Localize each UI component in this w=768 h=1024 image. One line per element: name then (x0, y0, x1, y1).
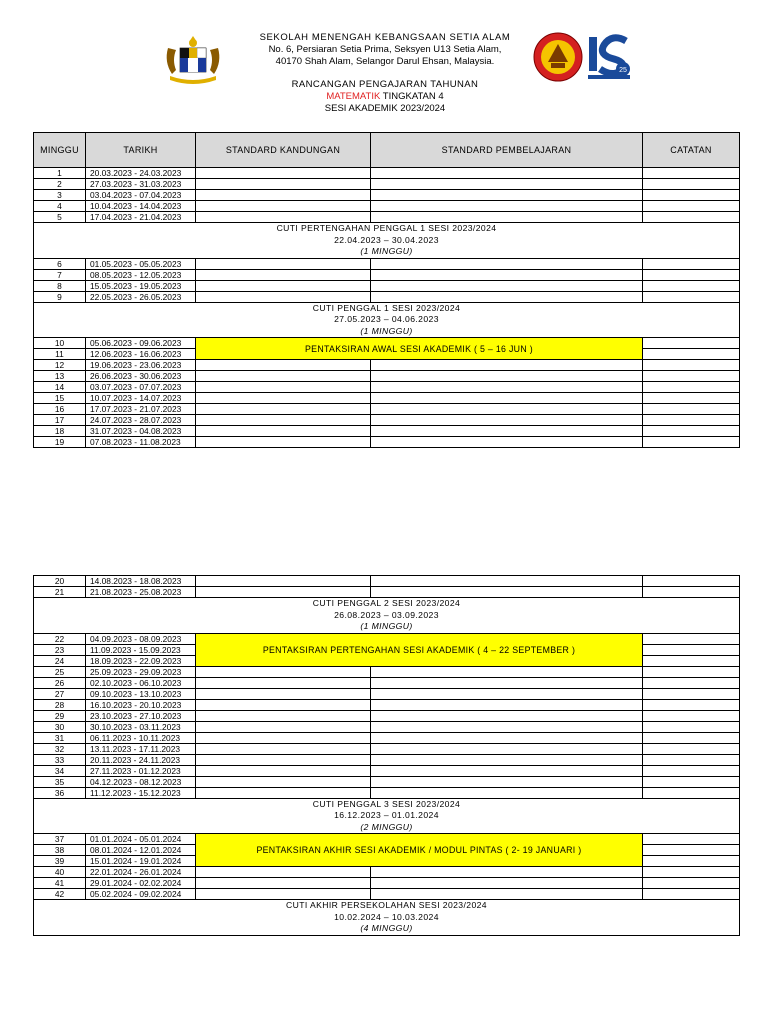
week-number: 11 (34, 349, 86, 360)
week-number: 1 (34, 168, 86, 179)
school-name: SEKOLAH MENENGAH KEBANGSAAN SETIA ALAM (259, 32, 511, 43)
week-date: 09.10.2023 - 13.10.2023 (86, 688, 196, 699)
week-date: 15.01.2024 - 19.01.2024 (86, 856, 196, 867)
notes-cell[interactable] (643, 168, 740, 179)
week-row (34, 190, 740, 201)
break-row (34, 223, 740, 259)
week-row (34, 382, 740, 393)
week-date: 18.09.2023 - 22.09.2023 (86, 655, 196, 666)
week-date: 30.10.2023 - 03.11.2023 (86, 721, 196, 732)
week-number: 39 (34, 856, 86, 867)
learning-standard-cell[interactable] (371, 732, 643, 743)
week-row (34, 889, 740, 900)
notes-cell[interactable] (643, 743, 740, 754)
week-date: 08.01.2024 - 12.01.2024 (86, 845, 196, 856)
learning-standard-cell[interactable] (371, 437, 643, 448)
week-number: 34 (34, 765, 86, 776)
break-duration: (1 MINGGU) (360, 246, 413, 256)
week-row (34, 168, 740, 179)
learning-standard-cell[interactable] (371, 787, 643, 798)
week-number: 40 (34, 867, 86, 878)
notes-cell[interactable] (643, 867, 740, 878)
subject-line (230, 91, 540, 103)
week-date: 04.12.2023 - 08.12.2023 (86, 776, 196, 787)
learning-standard-cell[interactable] (371, 587, 643, 598)
week-row (34, 212, 740, 223)
notes-cell[interactable] (643, 404, 740, 415)
week-date: 15.05.2023 - 19.05.2023 (86, 280, 196, 291)
session-title: SESI AKADEMIK 2023/2024 (324, 103, 446, 114)
content-standard-cell[interactable] (196, 699, 371, 710)
content-standard-cell[interactable] (196, 426, 371, 437)
content-standard-cell[interactable] (196, 721, 371, 732)
break-dates: 22.04.2023 – 30.04.2023 (334, 234, 439, 245)
notes-cell[interactable] (643, 587, 740, 598)
learning-standard-cell[interactable] (371, 280, 643, 291)
break-cell (34, 900, 740, 936)
notes-cell[interactable] (643, 834, 740, 845)
week-number: 20 (34, 576, 86, 587)
week-date: 20.03.2023 - 24.03.2023 (86, 168, 196, 179)
week-date: 14.08.2023 - 18.08.2023 (86, 576, 196, 587)
learning-standard-cell[interactable] (371, 576, 643, 587)
content-standard-cell[interactable] (196, 280, 371, 291)
break-dates: 10.02.2024 – 10.03.2024 (334, 911, 439, 922)
notes-cell[interactable] (643, 655, 740, 666)
notes-cell[interactable] (643, 338, 740, 349)
week-row (34, 721, 740, 732)
learning-standard-cell[interactable] (371, 666, 643, 677)
address-line-2: 40170 Shah Alam, Selangor Darul Ehsan, Malaysia. (275, 56, 495, 67)
week-row (34, 732, 740, 743)
week-row (34, 258, 740, 269)
week-row (34, 688, 740, 699)
week-number: 18 (34, 426, 86, 437)
week-number: 5 (34, 212, 86, 223)
week-number: 21 (34, 587, 86, 598)
week-row (34, 754, 740, 765)
break-row (34, 598, 740, 634)
week-date: 29.01.2024 - 02.02.2024 (86, 878, 196, 889)
notes-cell[interactable] (643, 732, 740, 743)
learning-standard-cell[interactable] (371, 765, 643, 776)
learning-standard-cell[interactable] (371, 371, 643, 382)
learning-standard-cell[interactable] (371, 867, 643, 878)
week-row (34, 677, 740, 688)
content-standard-cell[interactable] (196, 732, 371, 743)
break-row (34, 302, 740, 338)
week-row (34, 179, 740, 190)
notes-cell[interactable] (643, 677, 740, 688)
content-standard-cell[interactable] (196, 291, 371, 302)
content-standard-cell[interactable] (196, 258, 371, 269)
week-date: 16.10.2023 - 20.10.2023 (86, 699, 196, 710)
break-duration: (1 MINGGU) (360, 621, 413, 631)
content-standard-cell[interactable] (196, 710, 371, 721)
notes-cell[interactable] (643, 889, 740, 900)
learning-standard-cell[interactable] (371, 382, 643, 393)
learning-standard-cell[interactable] (371, 190, 643, 201)
week-date: 17.04.2023 - 21.04.2023 (86, 212, 196, 223)
week-date: 03.07.2023 - 07.07.2023 (86, 382, 196, 393)
svg-text:25: 25 (619, 67, 627, 74)
week-date: 17.07.2023 - 21.07.2023 (86, 404, 196, 415)
learning-standard-cell[interactable] (371, 677, 643, 688)
learning-standard-cell[interactable] (371, 212, 643, 223)
content-standard-cell[interactable] (196, 867, 371, 878)
week-number: 17 (34, 415, 86, 426)
break-title: CUTI PENGGAL 1 SESI 2023/2024 (312, 302, 461, 313)
week-row (34, 834, 740, 845)
notes-cell[interactable] (643, 280, 740, 291)
learning-standard-cell[interactable] (371, 889, 643, 900)
column-header-minggu: MINGGU (34, 133, 86, 168)
week-row (34, 587, 740, 598)
learning-standard-cell[interactable] (371, 415, 643, 426)
content-standard-cell[interactable] (196, 371, 371, 382)
week-row (34, 878, 740, 889)
week-row (34, 576, 740, 587)
week-date: 19.06.2023 - 23.06.2023 (86, 360, 196, 371)
notes-cell[interactable] (643, 878, 740, 889)
content-standard-cell[interactable] (196, 382, 371, 393)
week-date: 02.10.2023 - 06.10.2023 (86, 677, 196, 688)
week-number: 7 (34, 269, 86, 280)
week-number: 16 (34, 404, 86, 415)
learning-standard-cell[interactable] (371, 404, 643, 415)
column-header-catatan: CATATAN (643, 133, 740, 168)
notes-cell[interactable] (643, 201, 740, 212)
week-date: 27.11.2023 - 01.12.2023 (86, 765, 196, 776)
week-number: 4 (34, 201, 86, 212)
learning-standard-cell[interactable] (371, 291, 643, 302)
learning-standard-cell[interactable] (371, 269, 643, 280)
break-title: CUTI PENGGAL 2 SESI 2023/2024 (312, 598, 461, 608)
week-number: 28 (34, 699, 86, 710)
notes-cell[interactable] (643, 291, 740, 302)
content-standard-cell[interactable] (196, 212, 371, 223)
week-row (34, 338, 740, 349)
learning-standard-cell[interactable] (371, 179, 643, 190)
content-standard-cell[interactable] (196, 190, 371, 201)
week-date: 24.07.2023 - 28.07.2023 (86, 415, 196, 426)
week-number: 8 (34, 280, 86, 291)
week-row (34, 743, 740, 754)
break-cell (34, 798, 740, 834)
notes-cell[interactable] (643, 666, 740, 677)
content-standard-cell[interactable] (196, 168, 371, 179)
week-number: 27 (34, 688, 86, 699)
notes-cell[interactable] (643, 710, 740, 721)
week-row (34, 710, 740, 721)
week-row (34, 426, 740, 437)
week-date: 12.06.2023 - 16.06.2023 (86, 349, 196, 360)
week-number: 22 (34, 633, 86, 644)
column-header-standard-kandungan: STANDARD KANDUNGAN (196, 133, 371, 168)
assessment-cell: PENTAKSIRAN AKHIR SESI AKADEMIK / MODUL PINTAS ( 2- 19 JANUARI ) (196, 834, 643, 867)
address-line-1: No. 6, Persiaran Setia Prima, Seksyen U13 Setia Alam, (268, 44, 502, 55)
notes-cell[interactable] (643, 576, 740, 587)
content-standard-cell[interactable] (196, 754, 371, 765)
learning-standard-cell[interactable] (371, 878, 643, 889)
content-standard-cell[interactable] (196, 889, 371, 900)
week-date: 20.11.2023 - 24.11.2023 (86, 754, 196, 765)
learning-standard-cell[interactable] (371, 168, 643, 179)
week-date: 11.12.2023 - 15.12.2023 (86, 787, 196, 798)
notes-cell[interactable] (643, 688, 740, 699)
notes-cell[interactable] (643, 787, 740, 798)
content-standard-cell[interactable] (196, 576, 371, 587)
notes-cell[interactable] (643, 633, 740, 644)
week-number: 10 (34, 338, 86, 349)
lesson-plan-table-part-2 (33, 575, 740, 936)
learning-standard-cell[interactable] (371, 776, 643, 787)
week-date: 10.07.2023 - 14.07.2023 (86, 393, 196, 404)
week-number: 19 (34, 437, 86, 448)
learning-standard-cell[interactable] (371, 699, 643, 710)
week-row (34, 633, 740, 644)
content-standard-cell[interactable] (196, 404, 371, 415)
learning-standard-cell[interactable] (371, 258, 643, 269)
notes-cell[interactable] (643, 258, 740, 269)
content-standard-cell[interactable] (196, 201, 371, 212)
table-header-row (34, 133, 740, 168)
content-standard-cell[interactable] (196, 179, 371, 190)
week-number: 23 (34, 644, 86, 655)
break-title: CUTI PENGGAL 3 SESI 2023/2024 (312, 798, 461, 809)
content-standard-cell[interactable] (196, 360, 371, 371)
form-level: TINGKATAN 4 (382, 91, 444, 102)
week-row (34, 776, 740, 787)
week-row (34, 393, 740, 404)
week-date: 08.05.2023 - 12.05.2023 (86, 269, 196, 280)
week-row (34, 787, 740, 798)
week-date: 07.08.2023 - 11.08.2023 (86, 437, 196, 448)
break-title: CUTI PERTENGAHAN PENGGAL 1 SESI 2023/2024 (276, 223, 497, 233)
week-row (34, 360, 740, 371)
week-date: 01.01.2024 - 05.01.2024 (86, 834, 196, 845)
plan-title: RANCANGAN PENGAJARAN TAHUNAN (291, 79, 479, 90)
week-date: 26.06.2023 - 30.06.2023 (86, 371, 196, 382)
notes-cell[interactable] (643, 179, 740, 190)
break-title: CUTI AKHIR PERSEKOLAHAN SESI 2023/2024 (285, 900, 487, 910)
week-number: 24 (34, 655, 86, 666)
week-date: 27.03.2023 - 31.03.2023 (86, 179, 196, 190)
content-standard-cell[interactable] (196, 269, 371, 280)
notes-cell[interactable] (643, 765, 740, 776)
notes-cell[interactable] (643, 415, 740, 426)
notes-cell[interactable] (643, 349, 740, 360)
week-row (34, 666, 740, 677)
week-row (34, 867, 740, 878)
week-row (34, 404, 740, 415)
notes-cell[interactable] (643, 393, 740, 404)
learning-standard-cell[interactable] (371, 360, 643, 371)
week-date: 06.11.2023 - 10.11.2023 (86, 732, 196, 743)
week-row (34, 437, 740, 448)
week-date: 03.04.2023 - 07.04.2023 (86, 190, 196, 201)
week-number: 25 (34, 666, 86, 677)
lesson-plan-table-part-1 (33, 132, 740, 448)
learning-standard-cell[interactable] (371, 710, 643, 721)
learning-standard-cell[interactable] (371, 743, 643, 754)
notes-cell[interactable] (643, 856, 740, 867)
week-date: 25.09.2023 - 29.09.2023 (86, 666, 196, 677)
assessment-cell: PENTAKSIRAN PERTENGAHAN SESI AKADEMIK ( 4 – 22 SEPTEMBER ) (196, 633, 643, 666)
break-cell (34, 223, 740, 259)
content-standard-cell[interactable] (196, 393, 371, 404)
week-date: 05.02.2024 - 09.02.2024 (86, 889, 196, 900)
break-dates: 26.08.2023 – 03.09.2023 (334, 609, 439, 620)
content-standard-cell[interactable] (196, 765, 371, 776)
week-date: 22.01.2024 - 26.01.2024 (86, 867, 196, 878)
week-number: 36 (34, 787, 86, 798)
week-number: 15 (34, 393, 86, 404)
content-standard-cell[interactable] (196, 587, 371, 598)
content-standard-cell[interactable] (196, 743, 371, 754)
content-standard-cell[interactable] (196, 688, 371, 699)
school-crest-logo (533, 30, 583, 84)
notes-cell[interactable] (643, 269, 740, 280)
break-duration: (2 MINGGU) (360, 821, 413, 832)
break-duration: (4 MINGGU) (360, 923, 413, 933)
notes-cell[interactable] (643, 776, 740, 787)
week-date: 21.08.2023 - 25.08.2023 (86, 587, 196, 598)
week-number: 37 (34, 834, 86, 845)
subject-name: MATEMATIK (326, 91, 381, 102)
week-number: 2 (34, 179, 86, 190)
week-row (34, 201, 740, 212)
week-number: 29 (34, 710, 86, 721)
content-standard-cell[interactable] (196, 437, 371, 448)
week-row (34, 269, 740, 280)
break-row (34, 798, 740, 834)
document-header (230, 32, 540, 115)
week-row (34, 415, 740, 426)
content-standard-cell[interactable] (196, 878, 371, 889)
coat-of-arms-logo (162, 34, 224, 86)
week-number: 33 (34, 754, 86, 765)
week-number: 38 (34, 845, 86, 856)
notes-cell[interactable] (643, 212, 740, 223)
week-row (34, 280, 740, 291)
learning-standard-cell[interactable] (371, 201, 643, 212)
notes-cell[interactable] (643, 721, 740, 732)
notes-cell[interactable] (643, 382, 740, 393)
assessment-cell: PENTAKSIRAN AWAL SESI AKADEMIK ( 5 – 16 JUN ) (196, 338, 643, 360)
week-date: 05.06.2023 - 09.06.2023 (86, 338, 196, 349)
column-header-standard-pembelajaran: STANDARD PEMBELAJARAN (371, 133, 643, 168)
week-number: 14 (34, 382, 86, 393)
notes-cell[interactable] (643, 437, 740, 448)
column-header-tarikh: TARIKH (86, 133, 196, 168)
week-row (34, 699, 740, 710)
content-standard-cell[interactable] (196, 677, 371, 688)
week-number: 30 (34, 721, 86, 732)
week-row (34, 765, 740, 776)
week-date: 23.10.2023 - 27.10.2023 (86, 710, 196, 721)
week-date: 13.11.2023 - 17.11.2023 (86, 743, 196, 754)
week-date: 31.07.2023 - 04.08.2023 (86, 426, 196, 437)
week-number: 41 (34, 878, 86, 889)
notes-cell[interactable] (643, 644, 740, 655)
week-number: 42 (34, 889, 86, 900)
break-row (34, 900, 740, 936)
week-number: 9 (34, 291, 86, 302)
week-row (34, 371, 740, 382)
break-dates: 16.12.2023 – 01.01.2024 (334, 810, 439, 820)
notes-cell[interactable] (643, 699, 740, 710)
week-number: 13 (34, 371, 86, 382)
notes-cell[interactable] (643, 426, 740, 437)
week-date: 04.09.2023 - 08.09.2023 (86, 633, 196, 644)
week-date: 22.05.2023 - 26.05.2023 (86, 291, 196, 302)
break-duration: (1 MINGGU) (360, 325, 413, 336)
break-cell (34, 598, 740, 634)
content-standard-cell[interactable] (196, 787, 371, 798)
content-standard-cell[interactable] (196, 415, 371, 426)
week-number: 26 (34, 677, 86, 688)
learning-standard-cell[interactable] (371, 721, 643, 732)
week-number: 35 (34, 776, 86, 787)
learning-standard-cell[interactable] (371, 393, 643, 404)
week-date: 10.04.2023 - 14.04.2023 (86, 201, 196, 212)
notes-cell[interactable] (643, 190, 740, 201)
learning-standard-cell[interactable] (371, 688, 643, 699)
week-number: 3 (34, 190, 86, 201)
notes-cell[interactable] (643, 360, 740, 371)
notes-cell[interactable] (643, 754, 740, 765)
notes-cell[interactable] (643, 845, 740, 856)
content-standard-cell[interactable] (196, 776, 371, 787)
week-row (34, 291, 740, 302)
notes-cell[interactable] (643, 371, 740, 382)
week-number: 31 (34, 732, 86, 743)
break-dates: 27.05.2023 – 04.06.2023 (334, 314, 439, 324)
content-standard-cell[interactable] (196, 666, 371, 677)
learning-standard-cell[interactable] (371, 754, 643, 765)
week-date: 11.09.2023 - 15.09.2023 (86, 644, 196, 655)
week-date: 01.05.2023 - 05.05.2023 (86, 258, 196, 269)
learning-standard-cell[interactable] (371, 426, 643, 437)
is-25-logo (586, 33, 632, 83)
break-cell (34, 302, 740, 338)
week-number: 12 (34, 360, 86, 371)
week-number: 6 (34, 258, 86, 269)
week-number: 32 (34, 743, 86, 754)
